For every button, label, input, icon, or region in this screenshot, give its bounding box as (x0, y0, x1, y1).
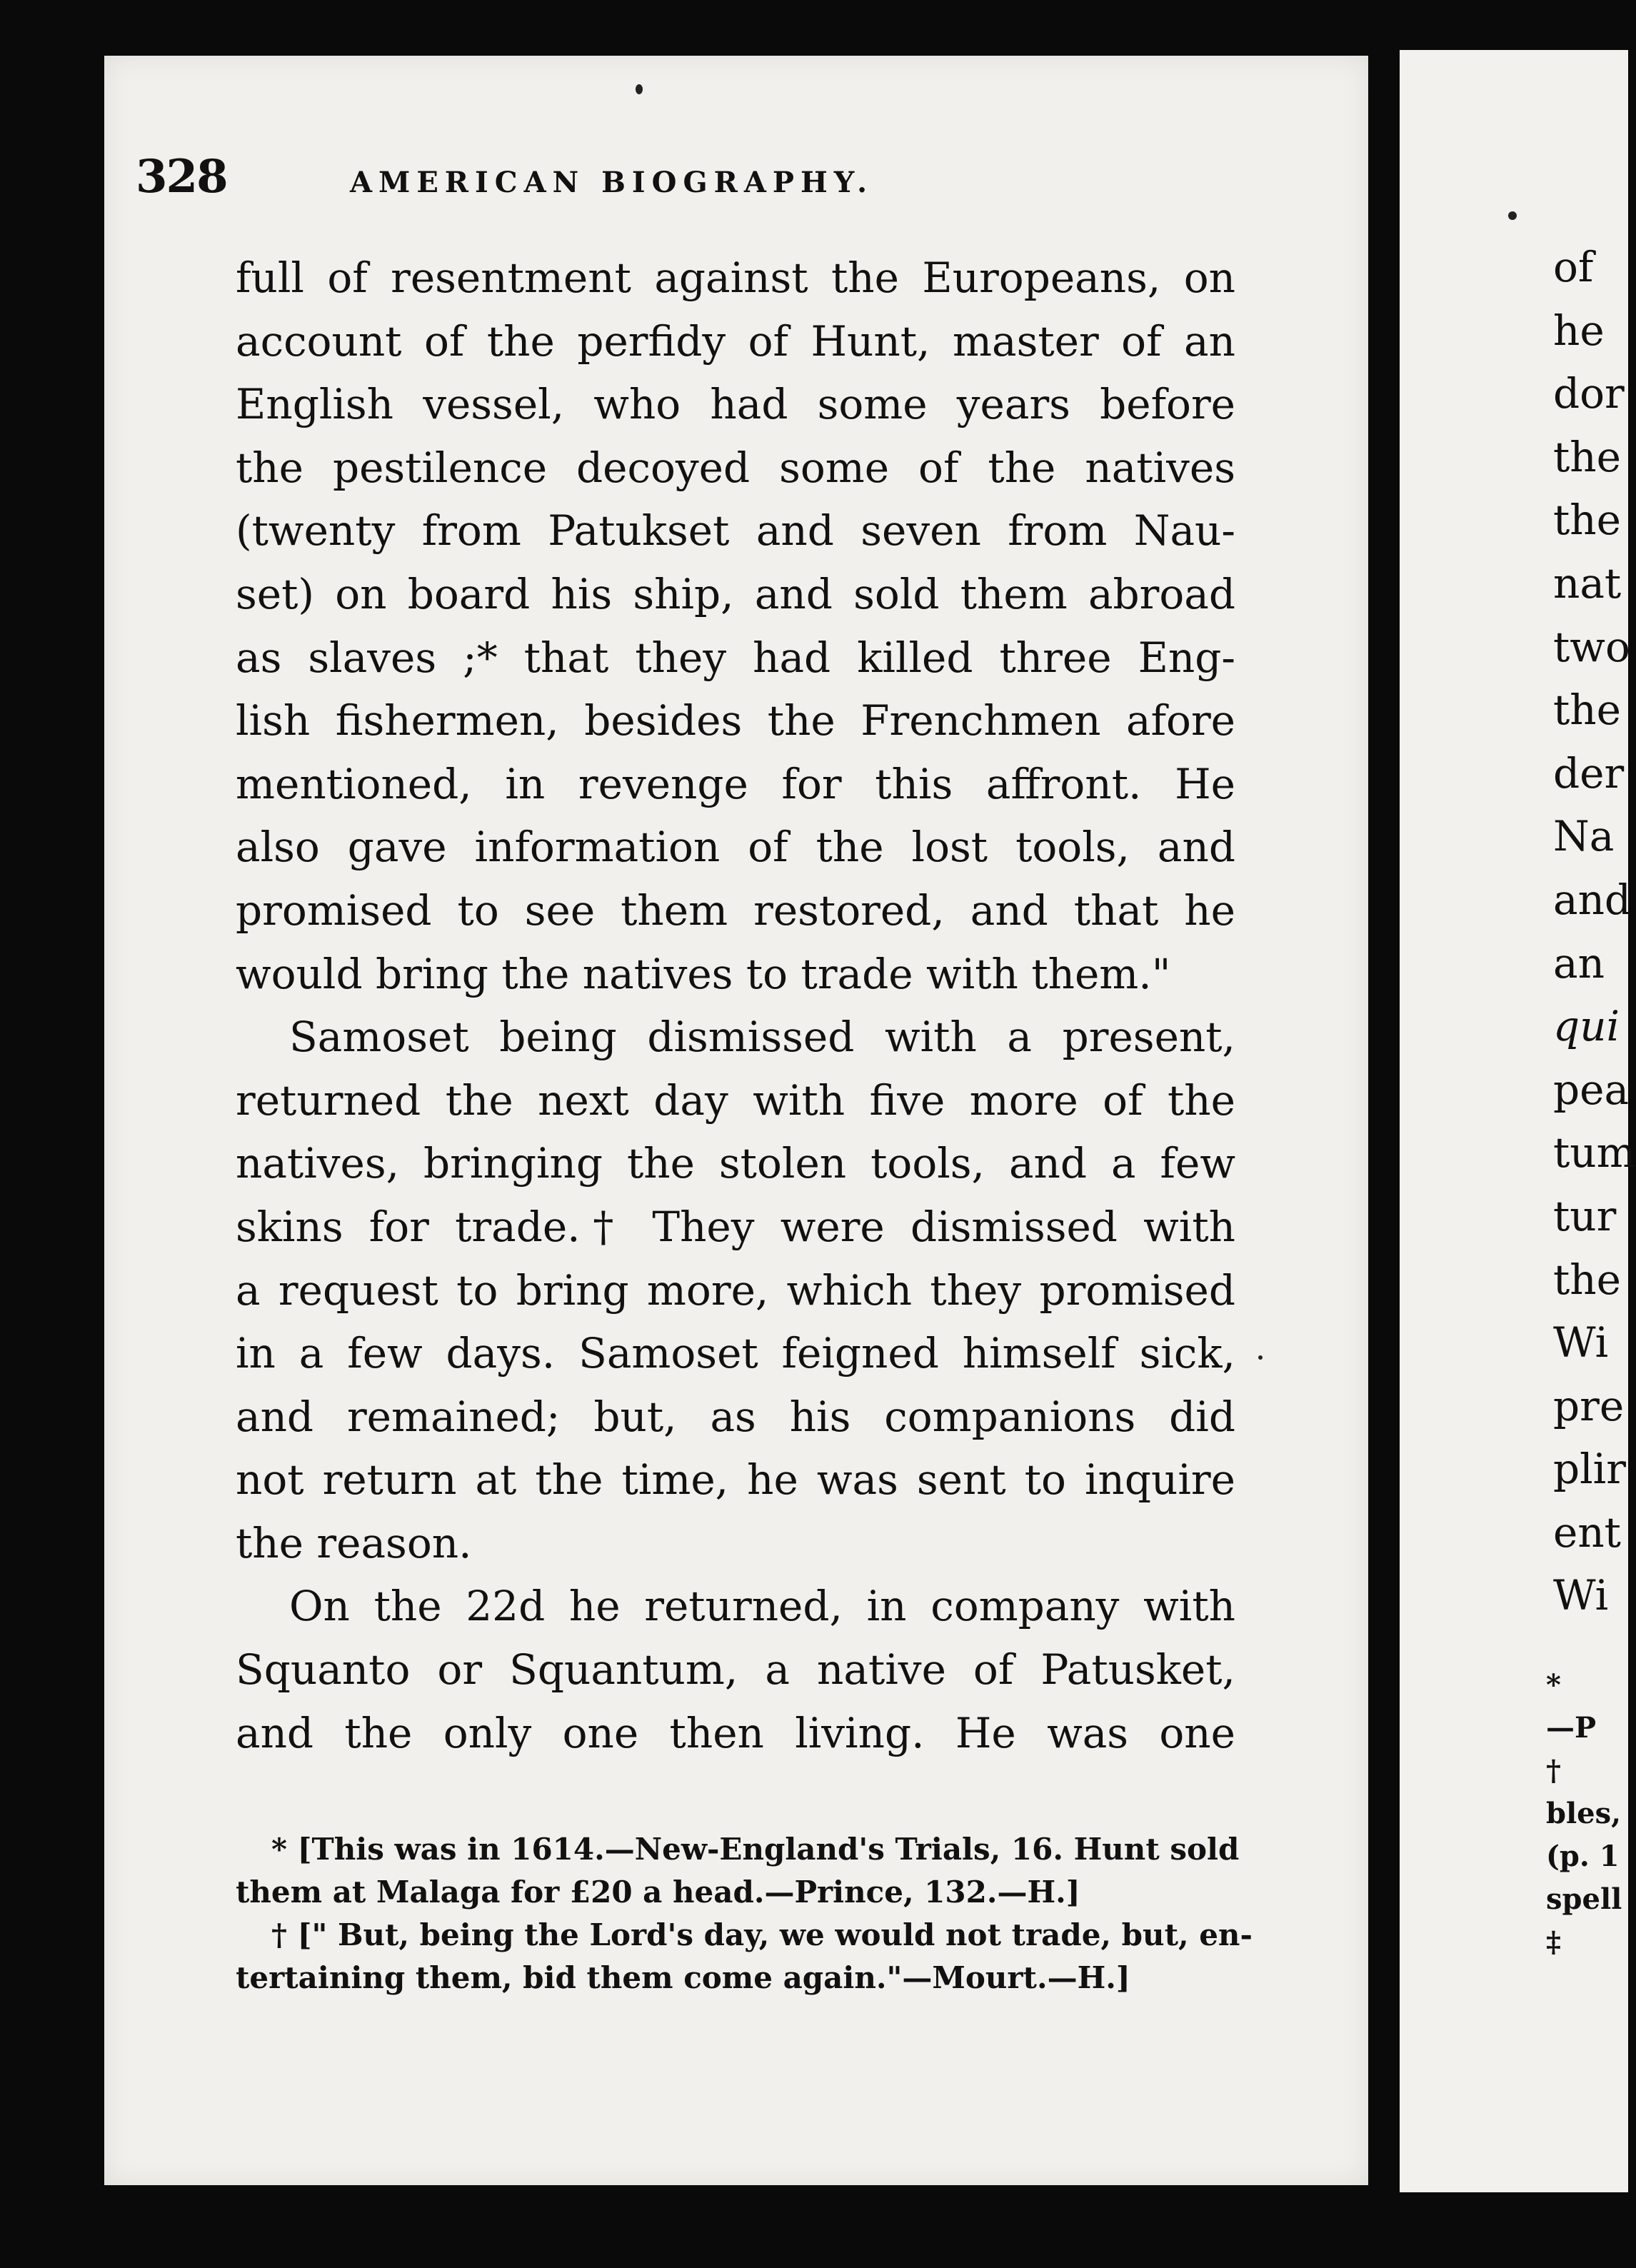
text-line: and the only one then living. He was one (236, 1708, 1235, 1757)
footnote-line: tertaining them, bid them come again."—Mourt.—H.] (236, 1960, 1130, 1995)
text-line: not return at the time, he was sent to inquire (236, 1455, 1235, 1505)
right-text-line: pre (1553, 1381, 1625, 1430)
right-page-text (1553, 236, 1636, 1627)
text-line: natives, bringing the stolen tools, and a few (236, 1139, 1235, 1188)
footnote-line: * [This was in 1614.—New-England's Trials, 16. Hunt sold (271, 1832, 1240, 1867)
text-line: the pestilence decoyed some of the natives (236, 443, 1235, 492)
running-head: AMERICAN BIOGRAPHY. (350, 166, 874, 199)
text-line: Squanto or Squantum, a native of Patusket, (236, 1645, 1235, 1695)
text-line: a request to bring more, which they promised (236, 1265, 1235, 1315)
footnote-line: † [" But, being the Lord's day, we would not trade, but, en- (271, 1917, 1253, 1952)
right-text-line: pea (1553, 1065, 1630, 1114)
right-text-line: tum (1553, 1128, 1636, 1178)
text-line: in a few days. Samoset feigned himself sick, (236, 1329, 1235, 1378)
text-line: English vessel, who had some years before (236, 380, 1235, 429)
right-text-line: ent (1553, 1507, 1621, 1557)
right-text-line: dor (1553, 369, 1625, 418)
right-text-line: the (1553, 686, 1621, 735)
text-line: returned the next day with five more of the (236, 1075, 1235, 1125)
text-line: the reason. (236, 1518, 472, 1567)
text-line: Samoset being dismissed with a present, (289, 1013, 1235, 1062)
text-line: full of resentment against the Europeans, on (236, 254, 1235, 302)
right-text-line: tur (1553, 1191, 1617, 1240)
body-text (236, 246, 1235, 1765)
text-line: set) on board his ship, and sold them abroad (236, 569, 1235, 618)
text-line: promised to see them restored, and that he (236, 885, 1235, 935)
right-footnote-line: spell (1546, 1882, 1622, 1916)
right-text-line: plir (1553, 1445, 1626, 1494)
right-text-line: the (1553, 496, 1621, 545)
right-text-line: Wi (1553, 1571, 1609, 1620)
text-line: (twenty from Patukset and seven from Nau- (236, 506, 1235, 556)
right-text-line: der (1553, 748, 1625, 798)
page-number: 328 (136, 150, 227, 204)
right-text-line: two (1553, 622, 1630, 671)
right-page-footnotes (1546, 1664, 1622, 1964)
text-line: account of the perfidy of Hunt, master of an (236, 316, 1235, 366)
right-text-line: he (1553, 306, 1605, 355)
right-footnote-line: † (1546, 1754, 1561, 1787)
right-text-line: the (1553, 432, 1621, 481)
right-footnote-line: * (1546, 1668, 1561, 1702)
ink-fleck (1508, 211, 1517, 220)
text-line: would bring the natives to trade with them." (236, 949, 1171, 998)
right-text-line: and (1553, 875, 1632, 924)
right-text-line: qui (1553, 1002, 1620, 1051)
right-footnote-line: —P (1546, 1711, 1597, 1745)
text-line: On the 22d he returned, in company with (289, 1582, 1235, 1631)
right-text-line: of (1553, 243, 1594, 291)
footnote-line: them at Malaga for £20 a head.—Prince, 132.—H.] (236, 1875, 1080, 1910)
right-text-line: nat (1553, 558, 1622, 608)
right-footnote-line: ‡ (1546, 1925, 1561, 1959)
ink-fleck (636, 84, 643, 94)
page-header (136, 150, 1264, 207)
text-line: also gave information of the lost tools, and (236, 823, 1235, 872)
right-text-line: Na (1553, 812, 1615, 861)
text-line: and remained; but, as his companions did (236, 1392, 1235, 1441)
text-line: as slaves ;* that they had killed three Eng- (236, 633, 1235, 682)
text-line: skins for trade.† They were dismissed with (236, 1202, 1235, 1251)
right-footnote-line: bles, (1546, 1797, 1622, 1830)
right-text-line: the (1553, 1255, 1621, 1304)
text-line: mentioned, in revenge for this affront. He (236, 759, 1235, 808)
footnotes (236, 1828, 1253, 1999)
right-footnote-line: (p. 1 (1546, 1840, 1620, 1873)
right-text-line: Wi (1553, 1318, 1609, 1368)
text-line: lish fishermen, besides the Frenchmen afore (236, 696, 1235, 746)
ink-fleck (1258, 1355, 1263, 1360)
right-text-line: an (1553, 938, 1605, 988)
